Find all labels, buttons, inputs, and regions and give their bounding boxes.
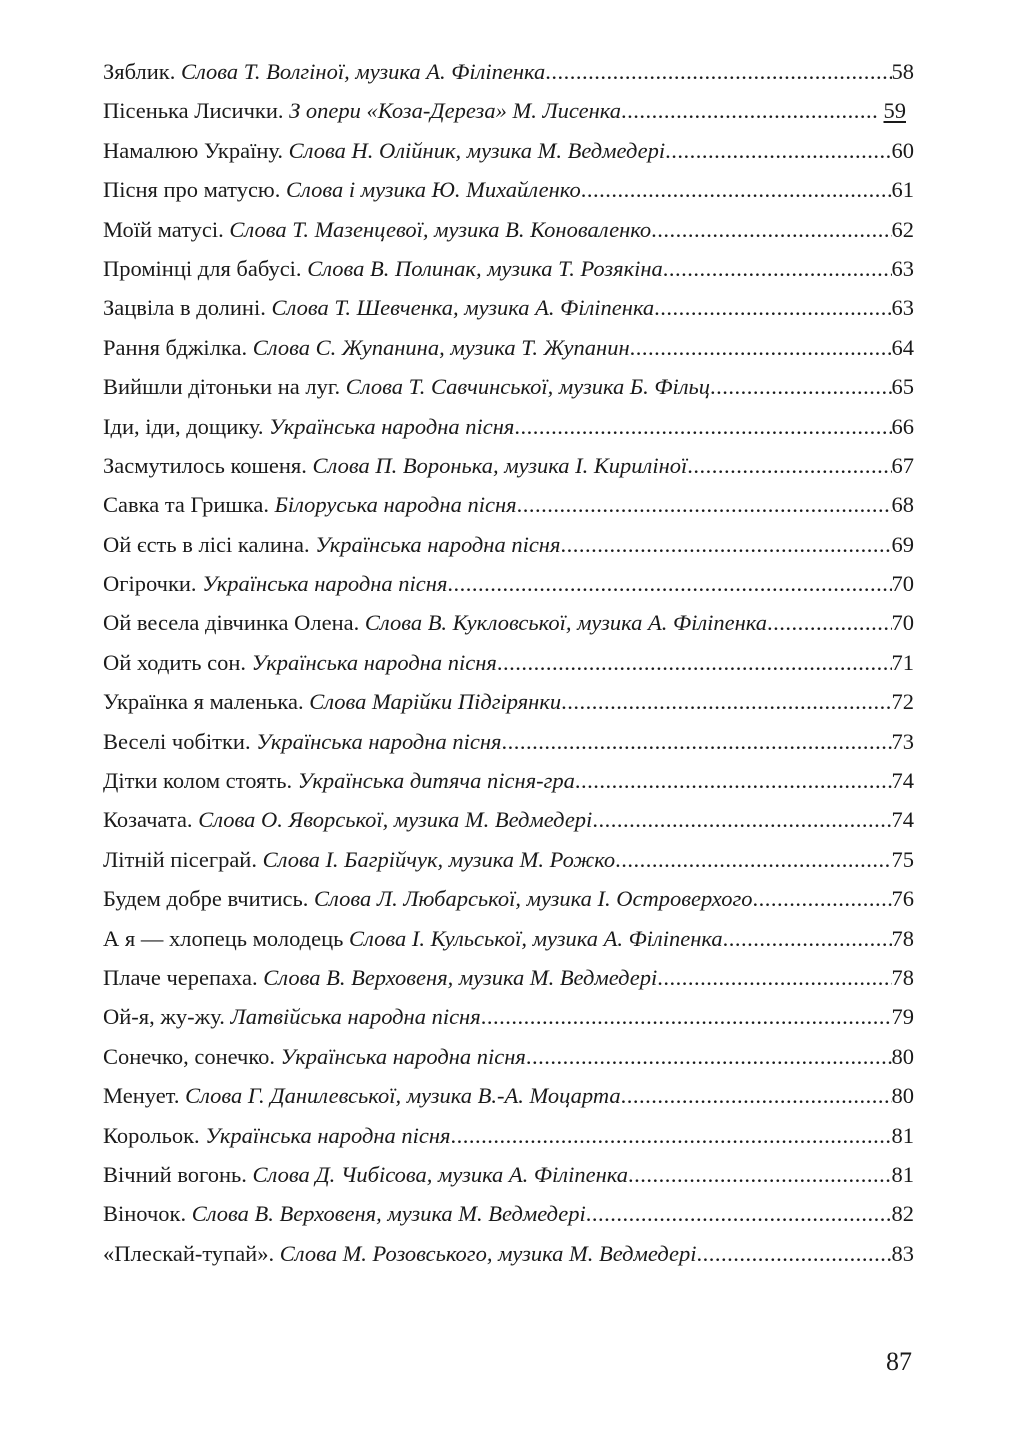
dot-leader	[451, 1116, 892, 1155]
toc-entry-credit: Слова В. Верховеня, музика М. Ведмедері	[191, 1201, 586, 1227]
toc-entry-title: Сонечко, сонечко.	[103, 1043, 276, 1069]
toc-entry	[103, 919, 914, 958]
toc-entry-credit: Слова В. Кукловської, музика А. Філіпенка	[364, 610, 768, 636]
dot-leader	[545, 52, 891, 91]
toc-entry-page: 61	[891, 177, 914, 203]
toc-entry	[103, 210, 914, 249]
toc-entry-credit: Слова Л. Любарської, музика І. Островерхого	[314, 886, 753, 912]
dot-leader	[581, 170, 892, 209]
toc-entry	[103, 564, 914, 603]
toc-entry	[103, 1116, 914, 1155]
toc-entry-credit: Українська народна пісня	[251, 649, 497, 675]
toc-entry-title: «Плескай-тупай».	[103, 1240, 275, 1266]
toc-entry-title: Українка я маленька.	[103, 689, 304, 715]
toc-entry	[103, 328, 914, 367]
toc-entry-page: 75	[891, 846, 914, 872]
toc-entry-page: 72	[891, 689, 914, 715]
toc-entry-title: Рання бджілка.	[103, 334, 248, 360]
toc-entry-title: А я — хлопець молодець	[103, 925, 344, 951]
toc-entry-page: 69	[891, 531, 914, 557]
toc-entry-title: Пісенька Лисички.	[103, 98, 284, 124]
toc-entry-title: Літній пісеграй.	[103, 846, 257, 872]
toc-entry-title: Козачата.	[103, 807, 193, 833]
dot-leader	[657, 958, 891, 997]
toc-entry	[103, 1234, 914, 1273]
dot-leader	[575, 761, 892, 800]
toc-entry-credit: Слова і музика Ю. Михайленко	[286, 177, 581, 203]
toc-entry-page: 58	[891, 59, 914, 84]
toc-entry-credit: Слова В. Полинак, музика Т. Розякіна	[307, 255, 663, 281]
dot-leader	[767, 603, 891, 642]
dot-leader	[651, 210, 891, 249]
dot-leader	[560, 525, 891, 564]
toc-entry-page: 70	[891, 610, 914, 636]
toc-entry	[103, 446, 914, 485]
toc-entry-title: Будем добре вчитись.	[103, 886, 309, 912]
page-number: 87	[886, 1347, 912, 1376]
toc-entry-credit: Слова М. Розовського, музика М. Ведмедері	[279, 1240, 697, 1266]
toc-entry	[103, 249, 914, 288]
toc-entry-page: 80	[891, 1043, 914, 1069]
toc-entry	[103, 170, 914, 209]
toc-entry-title: Ой весела дівчинка Олена.	[103, 610, 360, 636]
toc-entry-page: 71	[891, 649, 914, 675]
toc-entry-title: Ой-я, жу-жу.	[103, 1004, 225, 1030]
toc-entry-title: Вийшли дітоньки на луг.	[103, 374, 341, 400]
dot-leader	[628, 1155, 892, 1194]
toc-entry-page: 80	[891, 1083, 914, 1109]
toc-entry	[103, 958, 914, 997]
toc-entry-title: Ой ходить сон.	[103, 649, 247, 675]
toc-entry-credit: З опери «Коза-Дереза» М. Лисенка	[289, 98, 621, 124]
toc-entry-page: 82	[891, 1201, 914, 1227]
dot-leader	[663, 249, 892, 288]
dot-leader	[497, 643, 892, 682]
toc-entry-title: Ой єсть в лісі калина.	[103, 531, 310, 557]
toc-entry-credit: Латвійська народна пісня	[230, 1004, 481, 1030]
toc-entry-page: 60	[891, 137, 914, 163]
toc-entry	[103, 407, 914, 446]
dot-leader	[517, 485, 892, 524]
toc-entry-title: Плаче черепаха.	[103, 964, 258, 990]
dot-leader	[561, 682, 891, 721]
toc-entry-title: Дітки колом стоять.	[103, 768, 293, 794]
dot-leader	[621, 1076, 892, 1115]
toc-entry-credit: Слова Г. Данилевської, музика В.-А. Моцарта	[185, 1083, 621, 1109]
dot-leader	[615, 840, 891, 879]
toc-entry-credit: Слова Т. Мазенцевої, музика В. Коноваленко	[229, 216, 652, 242]
table-of-contents	[103, 52, 914, 1273]
dot-leader	[621, 91, 878, 130]
toc-entry	[103, 525, 914, 564]
toc-entry	[103, 485, 914, 524]
toc-entry	[103, 997, 914, 1036]
toc-entry-page: 78	[891, 925, 914, 951]
toc-entry-title: Віночок.	[103, 1201, 187, 1227]
toc-entry-title: Намалюю Україну.	[103, 137, 284, 163]
toc-entry-page: 59	[883, 98, 906, 124]
toc-entry-credit: Слова В. Верховеня, музика М. Ведмедері	[263, 964, 658, 990]
dot-leader	[514, 407, 891, 446]
toc-entry-credit: Українська народна пісня	[205, 1122, 451, 1148]
toc-entry-title: Моїй матусі.	[103, 216, 224, 242]
toc-entry	[103, 761, 914, 800]
toc-entry	[103, 52, 914, 91]
toc-entry-credit: Слова О. Яворської, музика М. Ведмедері	[198, 807, 593, 833]
toc-entry-page: 81	[891, 1122, 914, 1148]
dot-leader	[696, 1234, 891, 1273]
toc-entry-page: 74	[891, 807, 914, 833]
toc-entry-title: Іди, іди, дощику.	[103, 413, 264, 439]
toc-entry-title: Зацвіла в долині.	[103, 295, 266, 321]
toc-entry-page: 73	[891, 728, 914, 754]
toc-entry-title: Зяблик.	[103, 59, 176, 84]
toc-entry-credit: Слова Т. Савчинської, музика Б. Фільц	[345, 374, 710, 400]
toc-entry-credit: Українська народна пісня	[280, 1043, 526, 1069]
toc-entry	[103, 722, 914, 761]
toc-entry-title: Пісня про матусю.	[103, 177, 281, 203]
toc-entry-credit: Українська народна пісня	[202, 571, 448, 597]
toc-entry-page: 76	[891, 886, 914, 912]
dot-leader	[586, 1194, 892, 1233]
toc-entry	[103, 1076, 914, 1115]
toc-entry-page: 65	[891, 374, 914, 400]
toc-entry-page: 74	[891, 768, 914, 794]
toc-entry	[103, 800, 914, 839]
dot-leader	[665, 131, 891, 170]
toc-entry-page: 70	[891, 571, 914, 597]
toc-entry-credit: Слова І. Багрійчук, музика М. Рожко	[262, 846, 616, 872]
toc-entry-credit: Слова Т. Волгіної, музика А. Філіпенка	[180, 59, 546, 84]
toc-entry-page: 79	[891, 1004, 914, 1030]
toc-entry-page: 62	[891, 216, 914, 242]
toc-entry-credit: Слова І. Кульської, музика А. Філіпенка	[349, 925, 723, 951]
toc-entry-page: 64	[891, 334, 914, 360]
toc-entry-credit: Українська народна пісня	[315, 531, 561, 557]
toc-entry-credit: Слова Д. Чибісова, музика А. Філіпенка	[252, 1161, 628, 1187]
toc-entry-title: Засмутилось кошеня.	[103, 452, 307, 478]
toc-entry-page: 67	[891, 452, 914, 478]
toc-entry-page: 83	[891, 1240, 914, 1266]
toc-entry-credit: Слова Марійки Підгірянки	[309, 689, 562, 715]
toc-entry-credit: Слова Т. Шевченка, музика А. Філіпенка	[271, 295, 655, 321]
toc-entry	[103, 643, 914, 682]
toc-entry-credit: Слова П. Воронька, музика І. Кирилінoї	[312, 452, 688, 478]
toc-entry	[103, 91, 914, 130]
dot-leader	[592, 800, 891, 839]
toc-entry-title: Огірочки.	[103, 571, 197, 597]
toc-entry-page: 68	[891, 492, 914, 518]
dot-leader	[753, 879, 892, 918]
toc-entry-title: Промінці для бабусі.	[103, 255, 302, 281]
toc-entry-page: 81	[891, 1161, 914, 1187]
toc-entry	[103, 131, 914, 170]
dot-leader	[654, 288, 891, 327]
toc-entry-title: Корольок.	[103, 1122, 200, 1148]
toc-entry-credit: Слова Н. Олійник, музика М. Ведмедері	[288, 137, 666, 163]
toc-entry-credit: Українська народна пісня	[269, 413, 515, 439]
toc-entry-page: 63	[891, 295, 914, 321]
toc-entry	[103, 367, 914, 406]
toc-entry-page: 66	[891, 413, 914, 439]
toc-entry	[103, 1037, 914, 1076]
toc-entry	[103, 840, 914, 879]
toc-entry	[103, 682, 914, 721]
toc-entry-credit: Українська дитяча пісня-гра	[297, 768, 575, 794]
dot-leader	[447, 564, 891, 603]
toc-entry	[103, 288, 914, 327]
toc-entry	[103, 1194, 914, 1233]
dot-leader	[710, 367, 892, 406]
toc-entry-title: Менует.	[103, 1083, 180, 1109]
toc-entry-title: Вічний вогонь.	[103, 1161, 247, 1187]
toc-entry-credit: Українська народна пісня	[256, 728, 502, 754]
toc-entry	[103, 1155, 914, 1194]
dot-leader	[526, 1037, 892, 1076]
toc-entry-page: 78	[891, 964, 914, 990]
dot-leader	[630, 328, 892, 367]
toc-entry-page: 63	[891, 255, 914, 281]
dot-leader	[687, 446, 891, 485]
toc-entry	[103, 879, 914, 918]
dot-leader	[481, 997, 892, 1036]
toc-entry	[103, 603, 914, 642]
dot-leader	[723, 919, 892, 958]
toc-entry-title: Савка та Гришка.	[103, 492, 269, 518]
dot-leader	[501, 722, 891, 761]
toc-entry-credit: Слова С. Жупанина, музика Т. Жупанин	[252, 334, 630, 360]
toc-entry-title: Веселі чобітки.	[103, 728, 251, 754]
toc-entry-credit: Білоруська народна пісня	[274, 492, 517, 518]
